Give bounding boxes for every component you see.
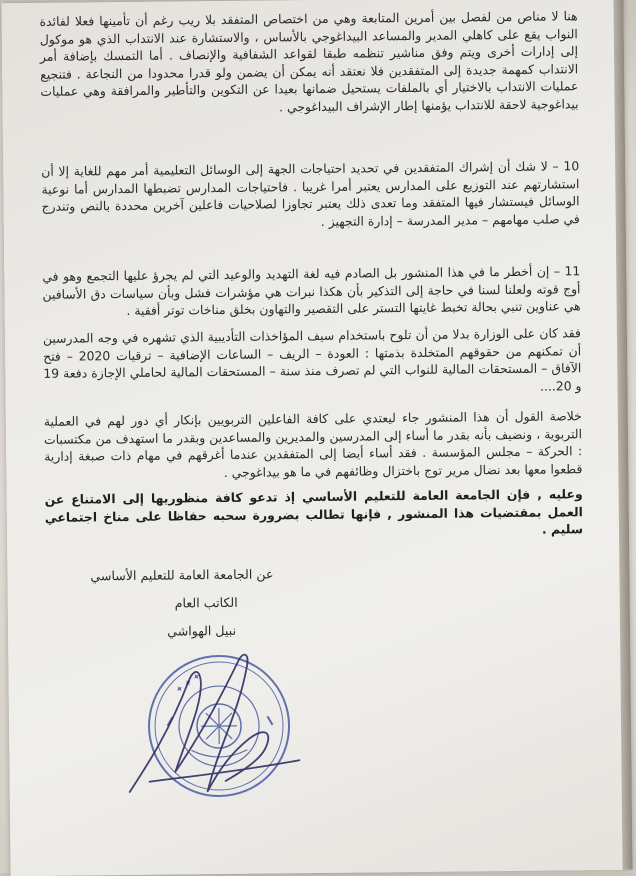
document-page (1, 0, 632, 876)
paragraph-text: 11 – إن أخطر ما في هذا المنشور بل الصادم فيه لغة التهديد والوعيد التي لم يجرؤ عليها التجمع وهو في أوج قوته ولعلنا لسنا في حاجة إلى التذكير بأن هكذا نبرات هي مؤشرات فشل وبأن سياسات دق الأسافين هي عناوين تنبي بحالة تخبط غايتها التستر على التقصير والتهاون بخلق مناخات توتر أفقية . (42, 263, 581, 319)
paragraph-ministry (43, 324, 582, 400)
paragraph-10 (41, 157, 580, 233)
paragraph-text: هنا لا مناص من لفصل بين أمرين المتابعة وهي من اختصاص المتفقد بلا ريب رغم أن تأمينها فعلا لفائدة النواب يقع على كاهلي المدير والمساعد البيداغوجي بالأساس ، والاستشارة عند الانتداب الذي هو موكول إلى إدارات أخرى ويتم وفق مناشير تنظمه طبقا لقواعد الشفافية والإنصاف . أما التمسك بإضافة أمر الانتداب كمهمة جديدة إلى المتفقدين فلا نعتقد أنه يمكن أن يضمن ولو قدرا محدودا من النجاعة . فتنجيع عمليات الانتداب بالاختيار أي بالملفات يستحيل ضمانها بعيدا عن التكوين والتأطير والمرافقة وهي عمليات بيداغوجية لاحقة للانتداب يؤمنها إطار الإشراف البيداغوجي . (39, 8, 579, 115)
paragraph-text: 10 – لا شك أن إشراك المتفقدين في تحديد احتياجات الجهة إلى الوسائل التعليمية أمر مهم للغاية إلا أن استشارتهم عند التوزيع على المدارس يعتبر أمرا غريبا . فاحتياجات المدارس تضبطها المدارس أما نوعية الوسائل فيستشار فيها المتفقد وما تعدى ذلك يعتبر تجاوزا لصلاحيات فاعلين آخرين محددة بالنص وتندرج في صلب مهامهم – مدير المدرسة – إدارة التجهيز . (41, 158, 580, 229)
handwritten-signature (88, 640, 350, 813)
paragraph-conclusion (44, 407, 583, 483)
paragraph-demand (45, 485, 584, 543)
svg-text:✦ ✦ ✦: ✦ ✦ ✦ (174, 671, 204, 697)
paragraph-text: وعليه , فإن الجامعة العامة للتعليم الأساسي إذ تدعو كافة منظوريها إلى الامتناع عن العمل بمقتضيات هذا المنشور , فإنها تطالب بضرورة سحبه حفاظا على مناخ اجتماعي سليم . (44, 486, 584, 537)
paragraph-11 (42, 262, 581, 320)
page-edge-shadow (613, 0, 632, 870)
signature-role: الكاتب العام (174, 594, 238, 611)
paragraph-text: خلاصة القول أن هذا المنشور جاء ليعتدي على كافة الفاعلين التربويين بإنكار أي دور لهم في العملية التربوية ، ونضيف بأنه بقدر ما أساء إلى المدرسين والمديرين والمساعدين وبقدر ما استهدف من مكتسبات : الحركة – مجلس المؤسسة . فقد أساء أيضا إلى المتفقدين عندما أغرقهم في مهام ذات صبغة إدارية قطعوا معها بعد نضال مرير توج باختزال وظائفهم في ما هو بيداغوجي . (43, 408, 583, 480)
paragraph-9-continuation (40, 7, 579, 118)
signature-organization: عن الجامعة العامة للتعليم الأساسي (90, 566, 274, 584)
signature-name: نبيل الهواشي (167, 622, 237, 639)
paragraph-text: فقد كان على الوزارة بدلا من أن تلوح باستخدام سيف المؤاخذات التأديبية الذي تشهره في وجه المدرسين أن تمكنهم من حقوقهم المتخلدة بذمتها : العودة – الريف – الساعات الإضافية – ترقيات 2020 – فتح الآفاق – المستحقات المالية للنواب التي لم تصرف منذ سنة – المستحقات المالية لحاملي الإجازة دفعة 19 و 20.... (42, 325, 582, 394)
